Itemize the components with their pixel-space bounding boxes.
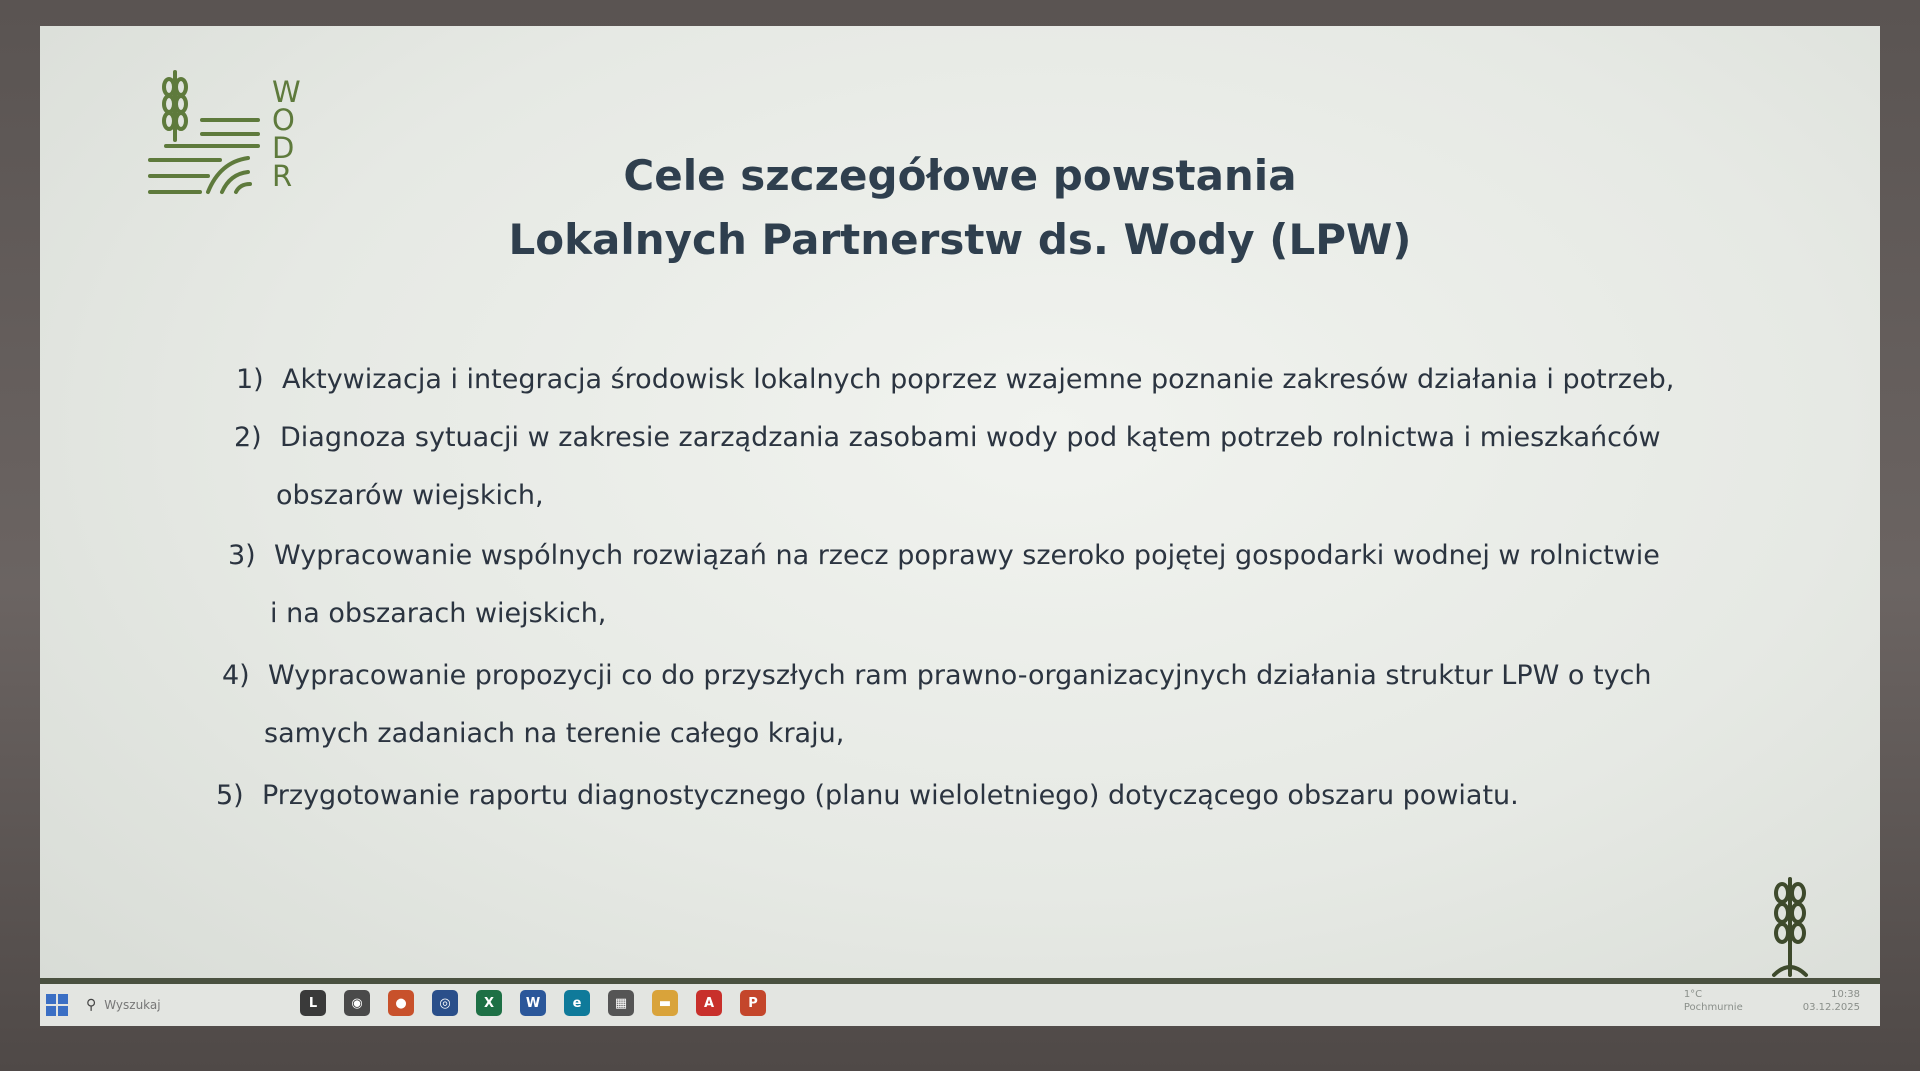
- clock-time: 10:38: [1831, 989, 1860, 1000]
- weather-widget[interactable]: [1684, 988, 1743, 1014]
- word-icon[interactable]: W: [520, 990, 546, 1016]
- clock[interactable]: [1803, 988, 1860, 1014]
- list-item-text: Aktywizacja i integracja środowisk lokalnych poprzez wzajemne poznanie zakresów działania i potrzeb,: [282, 364, 1675, 395]
- list-item: [216, 780, 1519, 811]
- list-item-number: 5): [216, 780, 244, 811]
- list-item: [236, 364, 1674, 395]
- taskbar-apps: [300, 990, 766, 1016]
- chrome-icon[interactable]: ◉: [344, 990, 370, 1016]
- file-explorer-icon[interactable]: ▬: [652, 990, 678, 1016]
- slide-title: [40, 144, 1880, 272]
- clock-date: 03.12.2025: [1802, 1002, 1860, 1013]
- presentation-slide: [40, 26, 1880, 1026]
- windows-start-icon[interactable]: [46, 994, 68, 1016]
- edge-icon[interactable]: e: [564, 990, 590, 1016]
- logo-letter: R: [272, 159, 293, 193]
- list-item-continuation: i na obszarach wiejskich,: [270, 598, 607, 629]
- calculator-icon[interactable]: ▦: [608, 990, 634, 1016]
- list-item: [228, 540, 1660, 571]
- list-item-text: Diagnoza sytuacji w zakresie zarządzania zasobami wody pod kątem potrzeb rolnictwa i mieszkańców: [280, 422, 1661, 453]
- system-tray: [1684, 988, 1860, 1014]
- list-item: [234, 422, 1661, 453]
- list-item-text: Wypracowanie wspólnych rozwiązań na rzecz poprawy szeroko pojętej gospodarki wodnej w rolnictwie: [274, 540, 1660, 571]
- list-item: [222, 660, 1652, 691]
- powerpoint-icon[interactable]: P: [740, 990, 766, 1016]
- weather-desc: Pochmurnie: [1683, 1002, 1743, 1013]
- excel-icon[interactable]: X: [476, 990, 502, 1016]
- browser-icon[interactable]: ◎: [432, 990, 458, 1016]
- weather-temp: 1°C: [1683, 989, 1703, 1000]
- logo-letter: O: [272, 103, 295, 137]
- list-item-continuation: obszarów wiejskich,: [276, 480, 544, 511]
- wheat-sheaf-icon: [1760, 871, 1820, 981]
- list-item-number: 3): [228, 540, 256, 571]
- list-item-number: 2): [234, 422, 262, 453]
- taskbar-search[interactable]: [86, 993, 306, 1017]
- list-item-number: 1): [236, 364, 264, 395]
- acrobat-icon[interactable]: A: [696, 990, 722, 1016]
- search-icon: ⚲: [86, 997, 97, 1013]
- list-item-continuation: samych zadaniach na terenie całego kraju,: [264, 718, 845, 749]
- slide-title-line: Lokalnych Partnerstw ds. Wody (LPW): [508, 215, 1412, 264]
- logo-letter: W: [272, 75, 301, 109]
- list-item-text: Przygotowanie raportu diagnostycznego (planu wieloletniego) dotyczącego obszaru powiatu.: [262, 780, 1519, 811]
- slide-title-line: Cele szczegółowe powstania: [623, 151, 1297, 200]
- search-placeholder: Wyszukaj: [104, 998, 161, 1012]
- logo-letter: D: [272, 131, 295, 165]
- firefox-icon[interactable]: ●: [388, 990, 414, 1016]
- list-item-text: Wypracowanie propozycji co do przyszłych ram prawno-organizacyjnych działania struktur LPW o tych: [268, 660, 1652, 691]
- taskbar: [40, 984, 1880, 1026]
- list-item-number: 4): [222, 660, 250, 691]
- lenovo-app-icon[interactable]: L: [300, 990, 326, 1016]
